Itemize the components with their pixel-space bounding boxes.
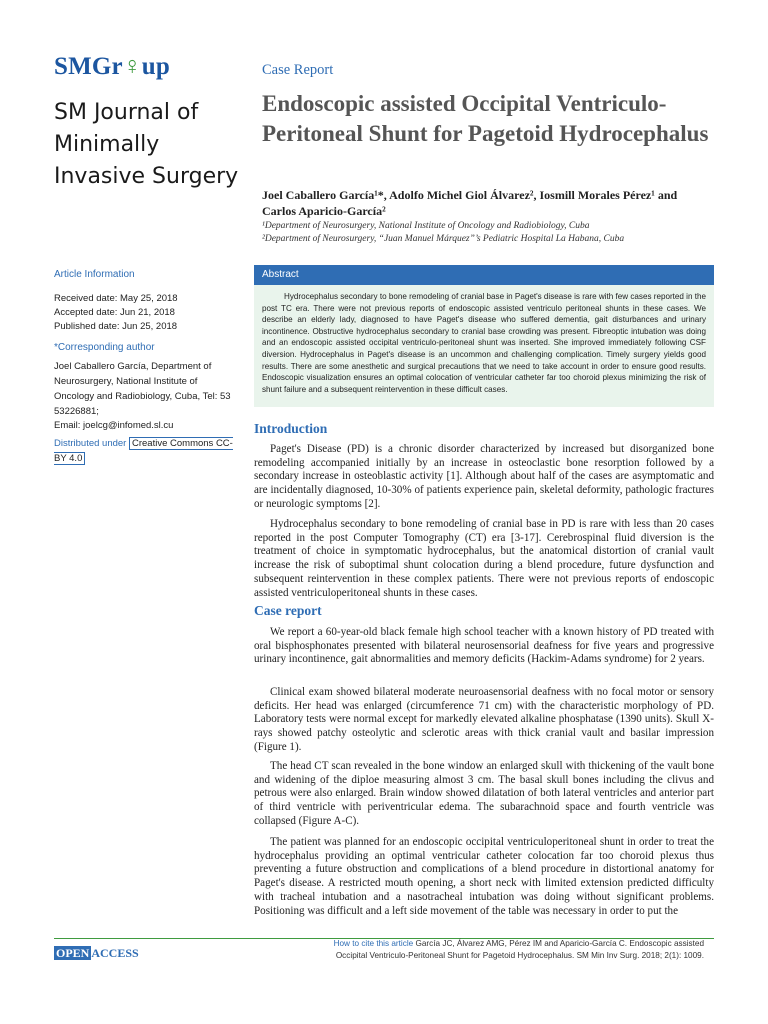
case-paragraph-3: The head CT scan revealed in the bone window an enlarged skull with thickening of the vault bone and widening of the diploe measuring almost 3 cm. The basal skull bones including the clivus and petrous were also enlarged. Brain window showed dilatation of both lateral ventricles and anterior part of third ventricle with periventricular edema. The subarachnoid space and fourth ventricle was collapsed (Figure A-C). bbox=[254, 760, 714, 827]
license-line bbox=[54, 436, 244, 466]
affiliation-2: ²Department of Neurosurgery, “Juan Manuel Márquez”’s Pediatric Hospital La Habana, Cuba bbox=[262, 234, 625, 244]
published-date: Published date: Jun 25, 2018 bbox=[54, 321, 178, 332]
access-label: ACCESS bbox=[91, 946, 139, 960]
publisher-logo bbox=[54, 53, 170, 81]
author-list: Joel Caballero García¹*, Adolfo Michel Giol Álvarez², Iosmill Morales Pérez¹ and Carlos Aparicio-García² bbox=[262, 188, 678, 218]
citation-text: García JC, Álvarez AMG, Pérez IM and Aparicio-García C. Endoscopic assisted Occipital Ventriculo-Peritoneal Shunt for Pagetoid Hydrocephalus. SM Min Inv Surg. 2018; 2(1): 1009. bbox=[335, 939, 704, 960]
affiliation-1: ¹Department of Neurosurgery, National Institute of Oncology and Radiobiology, Cuba bbox=[262, 221, 590, 231]
corresponding-address: Joel Caballero García, Department of Neurosurgery, National Institute of Oncology and Radiobiology, Cuba, Tel: 53 53226881; bbox=[54, 361, 231, 417]
distributed-label: Distributed under bbox=[54, 438, 127, 449]
abstract-text: Hydrocephalus secondary to bone remodeling of cranial base in Paget's disease is rare with few cases reported in the post TC era. There were not previous reports of endoscopic assisted ventriculo peritoneal shunts in these cases. We describe an elderly lady, diagnosed to have Paget's disease who suffered dementia, gait disturbances and urinary incontinence. Obstructive hydrocephalus secondary to cranial base crowding was present. Fibreoptic intubation was doing and an endoscopic assisted occipital ventriculo-peritoneal shunt was inserted. She improved immediately following CSF diversion. Hydrocephalus in Paget's disease is an uncommon and challenging complication. Timely surgery yields good results. There are some anesthetic and surgical precautions that we need to take account in order to ensure good results. Endoscopic visualization ensures an optimal colocation of ventricular catheter far too choroid plexus minimizing the risk of shunt failure and a subsequent reintervention in these difficult cases. bbox=[254, 285, 714, 407]
article-info-heading: Article Information bbox=[54, 269, 135, 280]
intro-paragraph-1: Paget's Disease (PD) is a chronic disorder characterized by increased but disorganized bone remodeling accompanied initially by an increase in osteoclastic bone resorption followed by a secondary increase in osteoblastic activity [1]. Although about half of the cases are asymptomatic and are incidentally diagnosed, 10-30% of patients experience pain, skeletal deformity, pathologic fractures or neurologic symptoms [2]. bbox=[254, 443, 714, 510]
open-access-badge bbox=[54, 946, 139, 961]
case-paragraph-2: Clinical exam showed bilateral moderate neuroasensorial deafness with no focal motor or sensory deficits. Her head was enlarged (circumference 71 cm) with the characteristic morphology of PD. Laboratory tests were normal except for markedly elevated alkaline phosphatase (1390 units). Skull X-rays showed patchy osteolytic and sclerotic areas with thick cranial vault and basilar impression (Figure 1). bbox=[254, 686, 714, 753]
case-report-heading: Case report bbox=[254, 603, 322, 618]
article-type: Case Report bbox=[262, 62, 334, 78]
introduction-heading: Introduction bbox=[254, 421, 328, 436]
accepted-date: Accepted date: Jun 21, 2018 bbox=[54, 307, 175, 318]
received-date: Received date: May 25, 2018 bbox=[54, 293, 178, 304]
citation-label: How to cite this article bbox=[333, 939, 414, 948]
license-link[interactable]: Creative Commons CC-BY 4.0 bbox=[54, 438, 233, 464]
corresponding-author-heading: *Corresponding author bbox=[54, 342, 155, 353]
case-paragraph-4: The patient was planned for an endoscopic occipital ventriculoperitoneal shunt in order to treat the hydrocephalus providing an optimal ventricular catheter colocation far too choroid plexus thus preventing a future obstruction and complications of a blend procedure in distortional anatomy for Paget's disease. A restricted mouth opening, a short neck with limited extension predicted difficulty with tracheal intubation and a nasotracheal intubation was doing without significant problems. Positioning was difficult and a left side movement of the table was necessary in order to put the bbox=[254, 836, 714, 917]
citation bbox=[330, 938, 704, 962]
logo-text-up: up bbox=[141, 53, 171, 80]
email[interactable]: Email: joelcg@infomed.sl.cu bbox=[54, 420, 174, 431]
open-label: OPEN bbox=[56, 946, 90, 960]
abstract-heading: Abstract bbox=[254, 265, 714, 285]
logo-text-sm: SMGr bbox=[54, 53, 123, 80]
article-title: Endoscopic assisted Occipital Ventriculo-Peritoneal Shunt for Pagetoid Hydrocephalus bbox=[262, 91, 709, 146]
journal-name: SM Journal of Minimally Invasive Surgery bbox=[54, 100, 239, 189]
case-paragraph-1: We report a 60-year-old black female high school teacher with a known history of PD treated with oral bisphosphonates presented with bilateral neurosensorial deafness for five years and progressive urinary incontinence, gait abnormalities and memory deficits (Hackim-Adams syndrome) for 2 years. bbox=[254, 626, 714, 666]
intro-paragraph-2: Hydrocephalus secondary to bone remodeling of cranial base in PD is rare with less than 20 cases reported in the post Computer Tomography (CT) era [3-17]. Cerebrospinal fluid diversion is the treatment of choice in symptomatic hydrocephalus, but the anatomical distortion of cranial vault increase the risk of suboptimal shunt colocation during a blend procedure, future dysfunction and subsequent reintervention in these complex patients. There were not previous reports of endoscopic assisted ventriculoperitoneal shunts in these cases. bbox=[254, 518, 714, 599]
leaf-icon: ♀ bbox=[122, 53, 142, 80]
